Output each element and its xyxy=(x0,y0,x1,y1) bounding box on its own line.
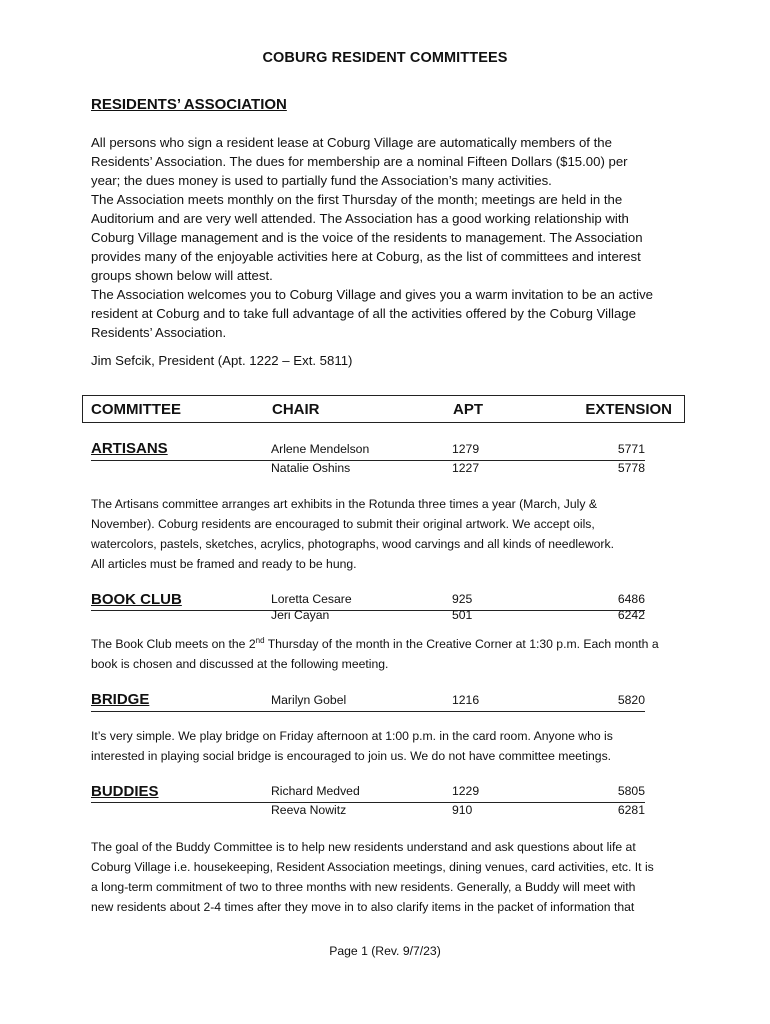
member-name: Richard Medved xyxy=(271,784,360,798)
ordinal-suffix: nd xyxy=(255,635,265,645)
member-ext: 5820 xyxy=(617,693,645,707)
committee-name-bridge: BRIDGE xyxy=(91,691,150,708)
intro-line: year; the dues money is used to partially fund the Association’s many activities. xyxy=(91,173,552,188)
document-title: COBURG RESIDENT COMMITTEES xyxy=(262,50,508,66)
member-row xyxy=(91,608,645,626)
committee-description-bridge xyxy=(91,726,691,766)
member-row xyxy=(91,442,645,461)
description-line: watercolors, pastels, sketches, acrylics, photographs, wood carvings and all kinds of needlework. xyxy=(91,537,614,551)
member-apt: 1279 xyxy=(452,442,480,456)
header-committee: COMMITTEE xyxy=(91,401,181,418)
committee-description-book-club xyxy=(91,634,691,674)
intro-line: resident at Coburg and to take full advantage of all the activities offered by the Coburg Village xyxy=(91,306,636,321)
president-signature: Jim Sefcik, President (Apt. 1222 – Ext. 5811) xyxy=(91,353,353,368)
intro-line: provides many of the enjoyable activities here at Coburg, as the list of committees and interest xyxy=(91,249,641,264)
intro-line: groups shown below will attest. xyxy=(91,268,273,283)
description-line: The Artisans committee arranges art exhibits in the Rotunda three times a year (March, July & xyxy=(91,497,598,511)
committee-name-book-club: BOOK CLUB xyxy=(91,591,182,608)
member-name: Arlene Mendelson xyxy=(271,442,370,456)
member-apt: 1229 xyxy=(452,784,480,798)
member-name: Reeva Nowitz xyxy=(271,803,347,817)
description-line: November). Coburg residents are encouraged to submit their original artwork. We accept oils, xyxy=(91,517,595,531)
member-apt: 925 xyxy=(452,592,473,606)
intro-line: Residents’ Association. xyxy=(91,325,227,340)
committee-name-buddies: BUDDIES xyxy=(91,783,159,800)
committee-table-header xyxy=(82,395,685,423)
member-name: Marilyn Gobel xyxy=(271,693,347,707)
description-text: Thursday of the month in the Creative Corner at 1:30 p.m. Each month a xyxy=(264,637,659,651)
member-ext: 5805 xyxy=(617,784,645,798)
description-line: interested in playing social bridge is encouraged to join us. We do not have committee meetings. xyxy=(91,749,612,763)
member-ext: 6486 xyxy=(617,592,645,606)
member-apt: 501 xyxy=(452,608,473,622)
description-line: Coburg Village i.e. housekeeping, Resident Association meetings, dining venues, card activities, etc. It is xyxy=(91,860,654,874)
member-name: Loretta Cesare xyxy=(271,592,352,606)
member-ext: 5771 xyxy=(617,442,645,456)
description-line: book is chosen and discussed at the following meeting. xyxy=(91,657,389,671)
header-apt: APT xyxy=(453,401,483,418)
intro-line: All persons who sign a resident lease at Coburg Village are automatically members of the xyxy=(91,135,612,150)
member-ext: 5778 xyxy=(617,461,645,475)
intro-line: Coburg Village management and is the voice of the residents to management. The Association xyxy=(91,230,643,245)
member-row xyxy=(91,784,645,803)
description-text: The Book Club meets on the 2 xyxy=(91,637,256,651)
member-apt: 910 xyxy=(452,803,473,817)
header-chair: CHAIR xyxy=(272,401,320,418)
page-footer: Page 1 (Rev. 9/7/23) xyxy=(329,944,441,958)
member-apt: 1227 xyxy=(452,461,480,475)
section-heading-residents-association: RESIDENTS’ ASSOCIATION xyxy=(91,96,287,113)
description-line: a long-term commitment of two to three months with new residents. Generally, a Buddy will meet with xyxy=(91,880,636,894)
intro-line: Auditorium and are very well attended. The Association has a good working relationship with xyxy=(91,211,629,226)
member-row xyxy=(91,803,645,821)
description-line: All articles must be framed and ready to be hung. xyxy=(91,557,357,571)
description-line: new residents about 2-4 times after they move in to also clarify items in the packet of information that xyxy=(91,900,635,914)
description-line: The goal of the Buddy Committee is to help new residents understand and ask questions about life at xyxy=(91,840,636,854)
committee-name-artisans: ARTISANS xyxy=(91,440,168,457)
member-name: Jeri Cayan xyxy=(271,608,330,622)
member-ext: 6242 xyxy=(617,608,645,622)
member-name: Natalie Oshins xyxy=(271,461,351,475)
member-row xyxy=(91,693,645,712)
committee-description-artisans xyxy=(91,494,691,574)
description-line xyxy=(91,634,691,654)
description-line: It’s very simple. We play bridge on Friday afternoon at 1:00 p.m. in the card room. Anyone who is xyxy=(91,729,613,743)
intro-line: The Association welcomes you to Coburg Village and gives you a warm invitation to be an active xyxy=(91,287,654,302)
member-ext: 6281 xyxy=(617,803,645,817)
member-apt: 1216 xyxy=(452,693,480,707)
header-extension: EXTENSION xyxy=(585,401,672,418)
intro-line: The Association meets monthly on the first Thursday of the month; meetings are held in the xyxy=(91,192,623,207)
intro-line: Residents’ Association. The dues for membership are a nominal Fifteen Dollars ($15.00) per xyxy=(91,154,628,169)
committee-description-buddies xyxy=(91,837,691,917)
member-row xyxy=(91,461,645,479)
intro-paragraph xyxy=(91,133,691,342)
